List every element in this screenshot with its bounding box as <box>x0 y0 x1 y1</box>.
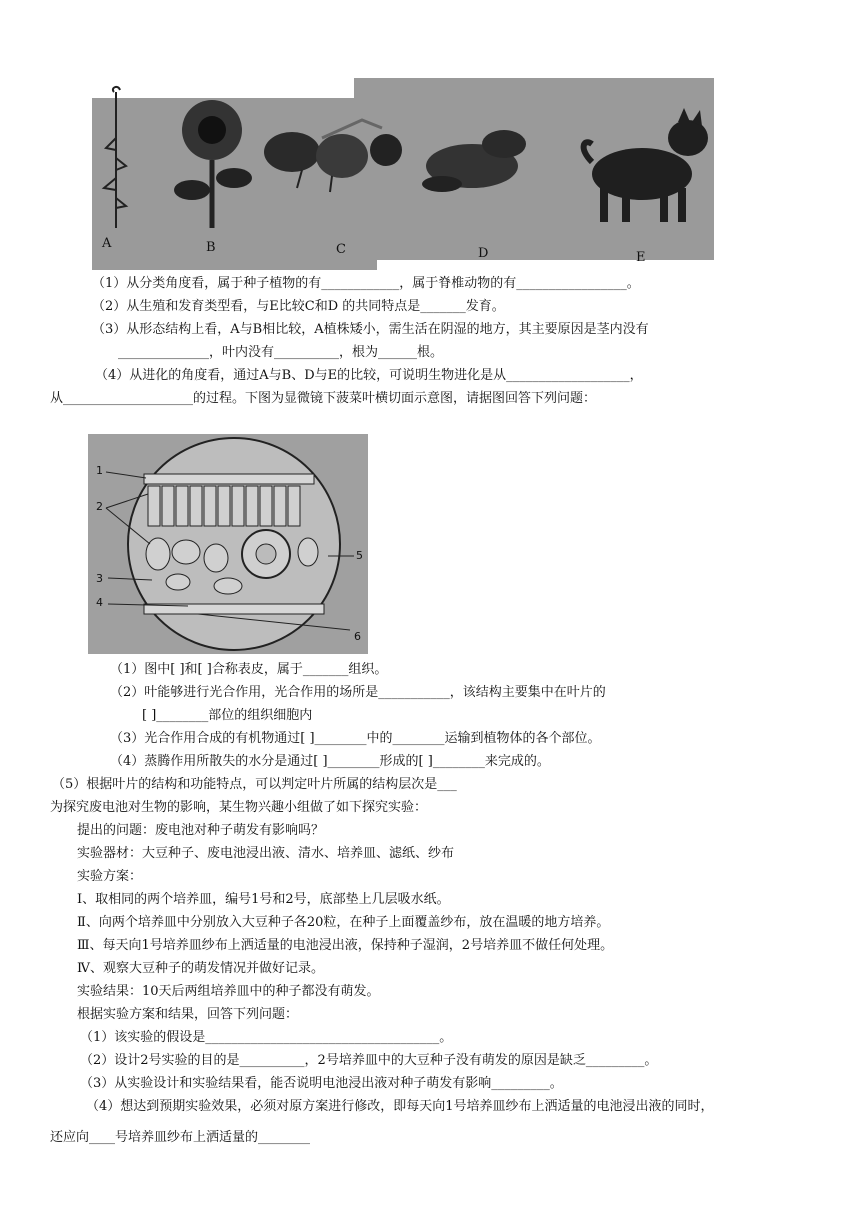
section3-question: 提出的问题：废电池对种子萌发有影响吗？ <box>77 823 325 838</box>
bee-illustration <box>264 120 402 192</box>
section1-q4a: （4）从进化的角度看，通过A与B、D与E的比较，可说明生物进化是从___________________， <box>95 368 643 383</box>
leaf-label-1: 1 <box>96 464 103 477</box>
section3-materials: 实验器材：大豆种子、废电池浸出液、清水、培养皿、滤纸、纱布 <box>77 846 455 861</box>
section2-q5: （5）根据叶片的结构和功能特点，可以判定叶片所属的结构层次是___ <box>52 777 457 792</box>
figure-label-b: B <box>206 240 216 255</box>
section3-intro: 为探究废电池对生物的影响，某生物兴趣小组做了如下探究实验： <box>50 800 428 815</box>
section1-q2: （2）从生殖和发育类型看，与E比较C和D 的共同特点是_______发育。 <box>92 299 505 314</box>
section3-step4: Ⅳ、观察大豆种子的萌发情况并做好记录。 <box>77 961 324 976</box>
section2-q2a: （2）叶能够进行光合作用，光合作用的场所是___________，该结构主要集中在叶片的 <box>110 685 606 700</box>
section3-q1: （1）该实验的假设是____________________________________。 <box>80 1030 453 1045</box>
leaf-label-5: 5 <box>356 549 363 562</box>
figure-label-e: E <box>636 250 646 265</box>
section3-q4b: 还应向____号培养皿纱布上洒适量的________ <box>50 1130 311 1145</box>
section2-q4: （4）蒸腾作用所散失的水分是通过[ ]________形成的[ ]________来完成的。 <box>110 754 550 769</box>
section3-step2: Ⅱ、向两个培养皿中分别放入大豆种子各20粒，在种子上面覆盖纱布，放在温暖的地方培养。 <box>77 915 610 930</box>
plant-a-illustration <box>104 87 126 228</box>
sunflower-illustration <box>174 100 252 228</box>
leaf-cross-section-figure <box>88 434 368 654</box>
section1-q3b: ______________，叶内没有__________，根为______根。 <box>118 345 444 360</box>
section2-q3: （3）光合作用合成的有机物通过[ ]________中的________运输到植物体的各个部位。 <box>110 731 601 746</box>
figure-label-a: A <box>102 236 112 251</box>
section2-q2b: [ ]________部位的组织细胞内 <box>142 708 313 723</box>
section3-plan-title: 实验方案： <box>77 869 143 884</box>
leaf-label-6: 6 <box>354 630 361 643</box>
section3-step1: Ⅰ、取相同的两个培养皿，编号1号和2号，底部垫上几层吸水纸。 <box>77 892 450 907</box>
organisms-figure <box>92 78 714 270</box>
frog-illustration <box>422 130 526 192</box>
section3-step3: Ⅲ、每天向1号培养皿纱布上洒适量的电池浸出液，保持种子湿润，2号培养皿不做任何处理。 <box>77 938 614 953</box>
section3-result: 实验结果：10天后两组培养皿中的种子都没有萌发。 <box>77 984 380 999</box>
figure-label-c: C <box>336 242 346 257</box>
section2-q1: （1）图中[ ]和[ ]合称表皮，属于_______组织。 <box>110 662 388 677</box>
leaf-label-4: 4 <box>96 596 103 609</box>
leaf-label-3: 3 <box>96 572 103 585</box>
section1-q4b: 从____________________的过程。下图为显微镜下菠菜叶横切面示意图，请据图回答下列问题： <box>50 391 597 406</box>
section1-q3a: （3）从形态结构上看，A与B相比较，A植株矮小，需生活在阴湿的地方，其主要原因是茎内没有 <box>92 322 649 337</box>
leaf-label-2: 2 <box>96 500 103 513</box>
dog-illustration <box>584 108 708 222</box>
section1-q1: （1）从分类角度看，属于种子植物的有____________，属于脊椎动物的有_________________。 <box>92 276 640 291</box>
section3-q2: （2）设计2号实验的目的是__________，2号培养皿中的大豆种子没有萌发的原因是缺乏_________。 <box>80 1053 658 1068</box>
section3-q3: （3）从实验设计和实验结果看，能否说明电池浸出液对种子萌发有影响_________。 <box>80 1076 563 1091</box>
section3-q4a: （4）想达到预期实验效果，必须对原方案进行修改，即每天向1号培养皿纱布上洒适量的电池浸出液的同时， <box>86 1099 714 1114</box>
section3-prompt: 根据实验方案和结果，回答下列问题： <box>77 1007 299 1022</box>
figure-label-d: D <box>478 246 489 261</box>
